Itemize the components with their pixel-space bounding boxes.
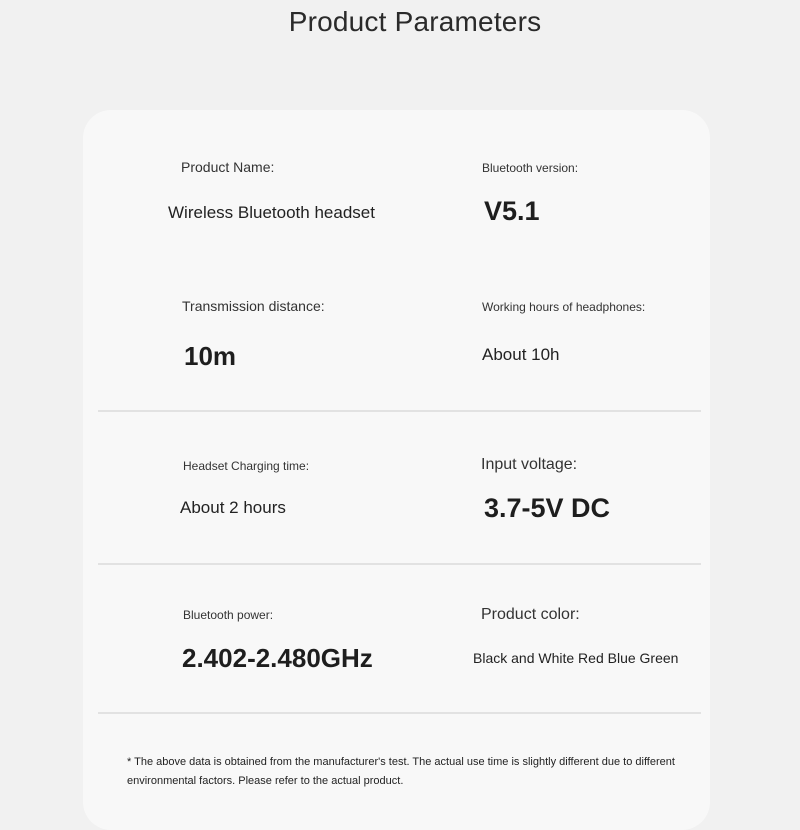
working-hours-label: Working hours of headphones: [482,300,646,314]
bluetooth-version-label: Bluetooth version: [482,161,579,175]
working-hours-value: About 10h [482,345,560,364]
divider [98,712,701,714]
input-voltage-label: Input voltage: [481,456,578,473]
divider [98,563,701,565]
charging-time-label: Headset Charging time: [183,459,310,473]
charging-time-value: About 2 hours [180,498,286,517]
bluetooth-power-label: Bluetooth power: [183,608,274,622]
page-title: Product Parameters [288,6,542,37]
product-color-label: Product color: [481,606,580,623]
transmission-distance-label: Transmission distance: [182,298,325,314]
product-name-value: Wireless Bluetooth headset [168,203,375,222]
bluetooth-power-value: 2.402-2.480GHz [182,643,373,673]
product-name-label: Product Name: [181,159,275,175]
transmission-distance-value: 10m [184,341,237,371]
bluetooth-version-value: V5.1 [484,196,540,226]
divider [98,410,701,412]
input-voltage-value: 3.7-5V DC [484,493,611,523]
disclaimer-note: * The above data is obtained from the manufacturer's test. The actual use time is slightly different due to different environmental factors. Please refer to the actual product. [127,756,675,787]
product-color-value: Black and White Red Blue Green [473,650,679,666]
